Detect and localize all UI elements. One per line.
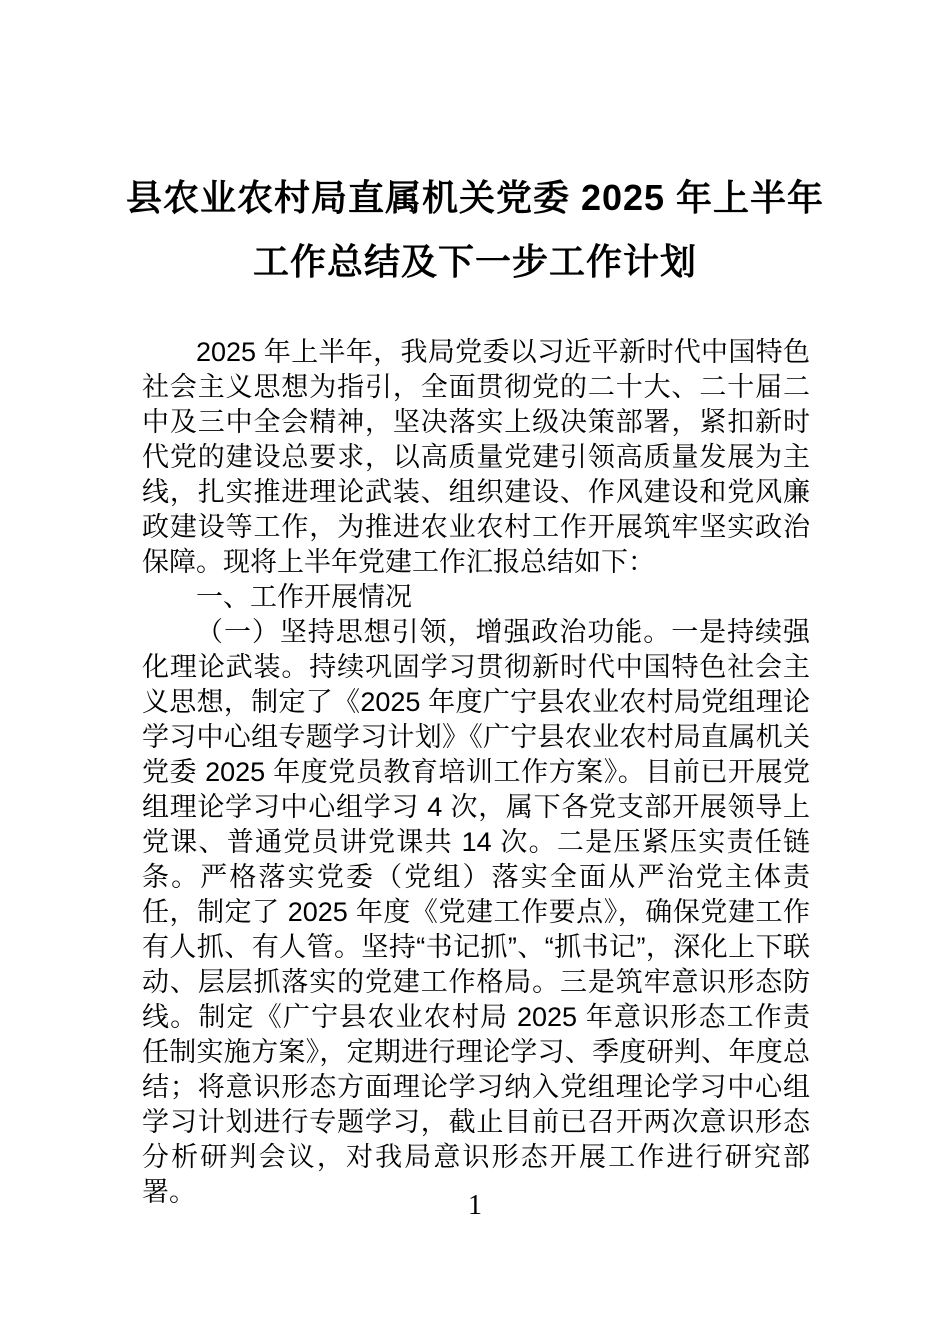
page-number: 1 (468, 1190, 482, 1221)
paragraph-section-heading: 一、工作开展情况 (196, 582, 412, 612)
paragraph-intro: 2025 年上半年，我局党委以习近平新时代中国特色社会主义思想为指引，全面贯彻党的二十大、二十届二中及三中全会精神，坚决落实上级决策部署，紧扣新时代党的建设总要求，以高质量党建引领高质量发展为主线，扎实推进理论武装、组织建设、作风建设和党风廉政建设等工作，为推进农业农村工作开展筑牢坚实政治保障。现将上半年党建工作汇报总结如下： (142, 337, 810, 577)
title-line-1: 县农业农村局直属机关党委 2025 年上半年 (125, 177, 825, 218)
document-title (75, 166, 875, 294)
document-body (142, 335, 810, 1210)
paragraph-section-one: （一）坚持思想引领，增强政治功能。一是持续强化理论武装。持续巩固学习贯彻新时代中国特色社会主义思想，制定了《2025 年度广宁县农业农村局党组理论学习中心组专题学习计划》《广宁县农业农村局直属机关党委 2025 年度党员教育培训工作方案》。目前已开展党组理论学习中心组学习 4 次，属下各党支部开展领导上党课、普通党员讲党课共 14 次。二是压紧压实责任链条。严格落实党委（党组）落实全面从严治党主体责任，制定了 2025 年度《党建工作要点》，确保党建工作有人抓、有人管。坚持“书记抓”、“抓书记”，深化上下联动、层层抓落实的党建工作格局。三是筑牢意识形态防线。制定《广宁县农业农村局 2025 年意识形态工作责任制实施方案》，定期进行理论学习、季度研判、年度总结；将意识形态方面理论学习纳入党组理论学习中心组学习计划进行专题学习，截止目前已召开两次意识形态分析研判会议，对我局意识形态开展工作进行研究部署。 (142, 617, 810, 1207)
title-line-2: 工作总结及下一步工作计划 (252, 241, 697, 282)
